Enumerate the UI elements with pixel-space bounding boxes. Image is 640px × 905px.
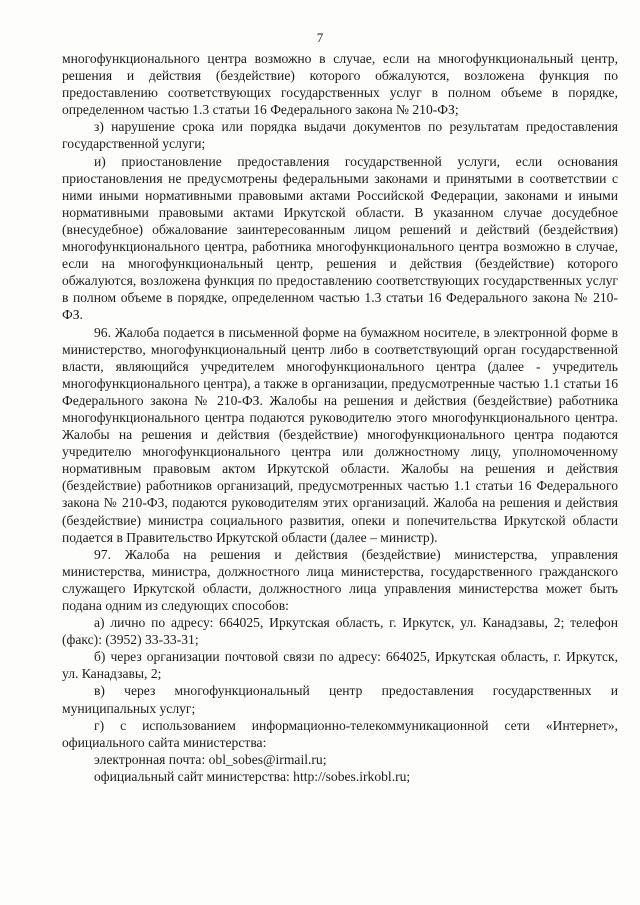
paragraph-continuation: многофункционального центра возможно в случае, если на многофункциональный центр, решения и действия (бездействие) которого обжалуются, возложена функция по предоставлению соответствующих государственных услуг в полном объеме в порядке, определенном частью 1.3 статьи 16 Федерального закона № 210-ФЗ;: [62, 51, 618, 118]
paragraph-item-b: б) через организации почтовой связи по адресу: 664025, Иркутская область, г. Иркутск, ул. Канадзавы, 2;: [62, 649, 618, 682]
paragraph-96: 96. Жалоба подается в письменной форме на бумажном носителе, в электронной форме в министерство, многофункциональный центр либо в соответствующий орган государственной власти, являющийся учредителем многофункционального центра (далее - учредитель многофункционального центра), а также в организации, предусмотренные частью 1.1 статьи 16 Федерального закона № 210-ФЗ. Жалобы на решения и действия (бездействие) работника многофункционального центра подаются руководителю этого многофункционального центра. Жалобы на решения и действия (бездействие) многофункционального центра подаются учредителю многофункционального центра или должностному лицу, уполномоченному нормативным правовым актом Иркутской области. Жалобы на решения и действия (бездействие) работников организаций, предусмотренных частью 1.1 статьи 16 Федерального закона № 210-ФЗ, подаются руководителям этих организаций. Жалоба на решения и действия (бездействие) министра социального развития, опеки и попечительства Иркутской области подается в Правительство Иркутской области (далее – министр).: [62, 324, 618, 545]
document-body: [62, 50, 618, 785]
paragraph-97: 97. Жалоба на решения и действия (бездействие) министерства, управления министерства, министра, должностного лица министерства, государственного гражданского служащего Иркутской области, должностного лица управления министерства может быть подана одним из следующих способов:: [62, 546, 618, 613]
paragraph-item-a: а) лично по адресу: 664025, Иркутская область, г. Иркутск, ул. Канадзавы, 2; телефон (факс): (3952) 33-33-31;: [62, 615, 618, 648]
paragraph-item-z: з) нарушение срока или порядка выдачи документов по результатам предоставления государственной услуги;: [62, 119, 618, 152]
paragraph-item-g: г) с использованием информационно-телекоммуникационной сети «Интернет», официального сайта министерства:: [62, 717, 618, 750]
paragraph-item-i: и) приостановление предоставления государственной услуги, если основания приостановления не предусмотрены федеральными законами и принятыми в соответствии с ними иными нормативными правовыми актами Российской Федерации, законами и иными нормативными правовыми актами Иркутской области. В указанном случае досудебное (внесудебное) обжалование заинтересованным лицом решений и действий (бездействия) многофункционального центра, работника многофункционального центра возможно в случае, если на многофункциональный центр, решения и действия (бездействие) которого обжалуются, возложена функция по предоставлению соответствующих государственных услуг в полном объеме в порядке, определенном частью 1.3 статьи 16 Федерального закона № 210-ФЗ.: [62, 153, 618, 323]
paragraph-website: официальный сайт министерства: http://sobes.irkobl.ru;: [94, 768, 411, 784]
paragraph-email: электронная почта: obl_sobes@irmail.ru;: [94, 751, 327, 767]
page-number: 7: [316, 30, 324, 45]
paragraph-item-v: в) через многофункциональный центр предоставления государственных и муниципальных услуг;: [62, 683, 618, 716]
